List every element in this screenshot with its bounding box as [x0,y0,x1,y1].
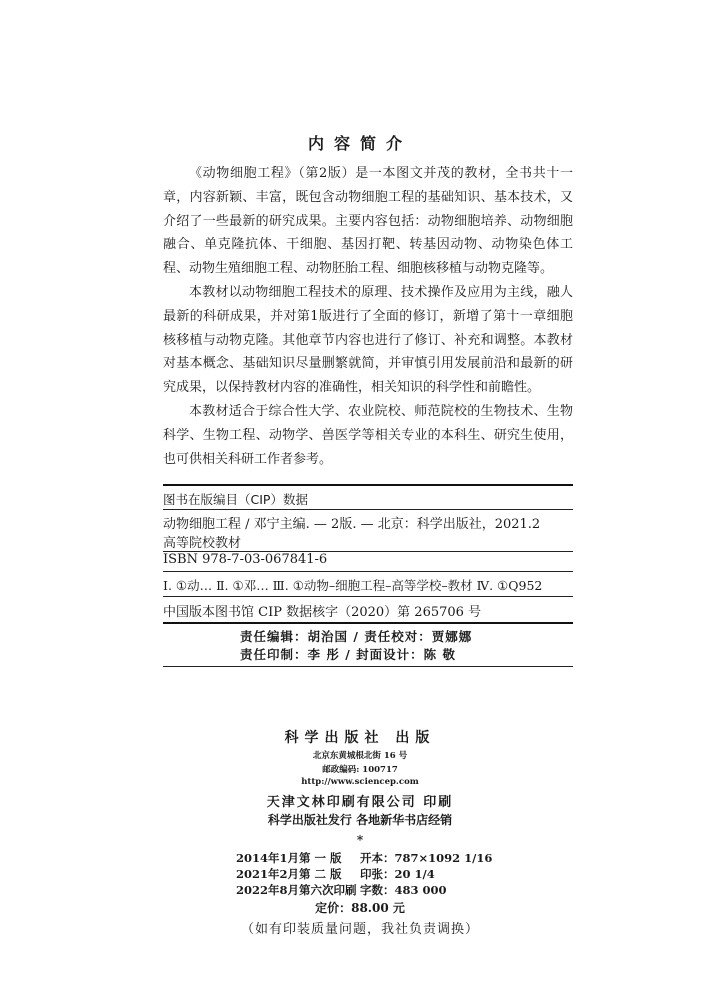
staff-production: 责任印制：李 彤 / 封面设计：陈 敬 [240,647,456,662]
cip-rule [163,596,573,597]
publisher-name: 科学出版社 出版 [284,730,436,746]
cip-rule [163,571,573,572]
cip-isbn: ISBN 978-7-03-067841-6 [163,552,328,567]
printer-name: 天津文林印刷有限公司 印刷 [266,795,454,810]
staff-rule [163,666,573,667]
edition-spec: 字数：483 000 [360,883,447,897]
edition-date: 2021年2月第 二 版 [236,867,342,881]
cip-rule [163,509,573,510]
publisher-address: 北京东黄城根北街 16 号 [312,751,408,761]
staff-editors: 责任编辑：胡治国 / 责任校对：贾娜娜 [240,629,473,644]
cip-heading: 图书在版编目（CIP）数据 [163,492,308,507]
cip-subjects: Ⅰ. ①动… Ⅱ. ①邓… Ⅲ. ①动物–细胞工程–高等学校–教材 Ⅳ. ①Q952 [163,578,543,593]
quality-notice: （如有印装质量问题，我社负责调换） [240,922,479,937]
edition-date: 2022年8月第六次印刷 [236,883,357,897]
summary-paragraph: 本教材以动物细胞工程技术的原理、技术操作及应用为主线，融人最新的科研成果，并对第1版进行了全面的修订，新增了第十一章细胞核移植与动物克隆。其他章节内容也进行了修订、补充和调整。本教材对基本概念、基础知识尽量删繁就简，并审慎引用发展前沿和最新的研究成果，以保持教材内容的准确性，相关知识的科学性和前瞻性。 [163,284,573,396]
summary-paragraph: 本教材适合于综合性大学、农业院校、师范院校的生物技术、生物科学、生物工程、动物学、兽医学等相关专业的本科生、研究生使用，也可供相关科研工作者参考。 [163,403,573,467]
distribution-line: 科学出版社发行 各地新华书店经销 [267,813,453,827]
edition-row [236,866,435,882]
edition-row [236,882,447,898]
summary-title: 内容简介 [307,134,412,153]
cip-record: 动物细胞工程 / 邓宁主编. — 2版. — 北京：科学出版社，2021.2 [163,517,541,532]
edition-spec: 开本：787×1092 1/16 [360,851,493,865]
cip-bottom-rule [163,622,573,624]
cip-series: 高等院校教材 [163,536,242,551]
summary-body [163,162,573,471]
price: 定价：88.00 元 [315,901,405,915]
edition-spec: 印张：20 1/4 [360,867,435,881]
cip-verify: 中国版本图书馆 CIP 数据核字（2020）第 265706 号 [163,605,482,620]
edition-date: 2014年1月第 一 版 [236,851,342,865]
edition-row [236,850,492,866]
publisher-zipcode: 邮政编码: 100717 [322,765,398,775]
summary-paragraph: 《动物细胞工程》（第2版）是一本图文并茂的教材，全书共十一章，内容新颖、丰富，既包含动物细胞工程的基础知识、基本技术，又介绍了一些最新的研究成果。主要内容包括：动物细胞培养、动物细胞融合、单克隆抗体、干细胞、基因打靶、转基因动物、动物染色体工程、动物生殖细胞工程、动物胚胎工程、细胞核移植与动物克隆等。 [163,166,573,277]
cip-top-rule [163,484,573,486]
publisher-url: http://www.sciencep.com [301,777,419,787]
separator-star: * [356,833,364,847]
